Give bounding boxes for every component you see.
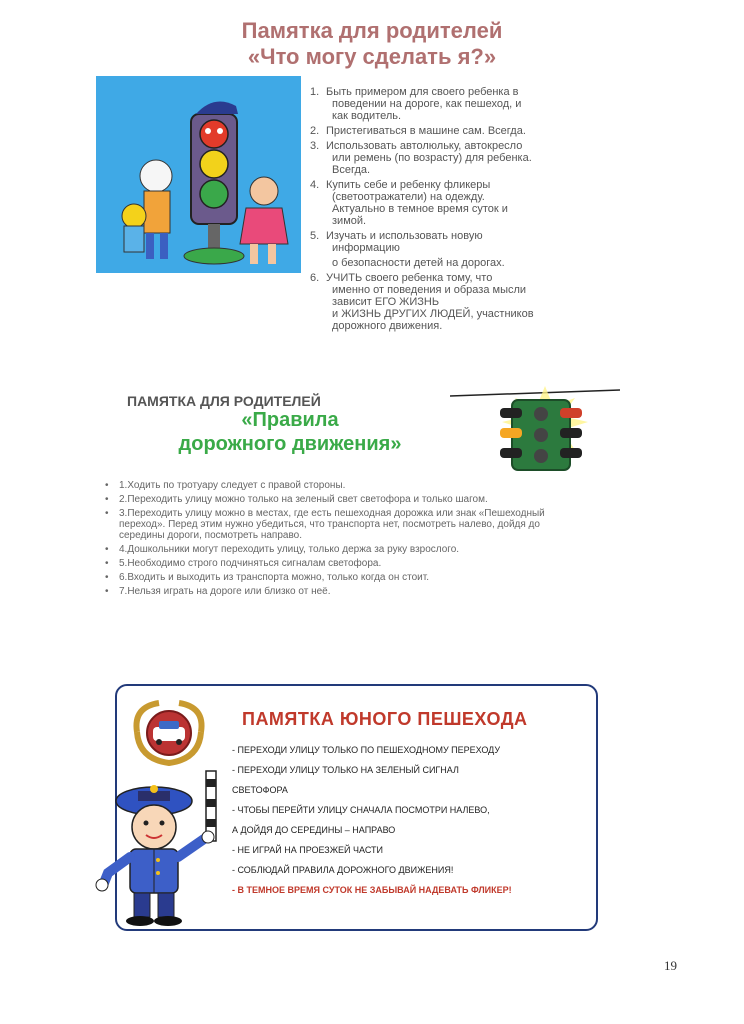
section1-item-line: зимой. xyxy=(332,215,367,227)
section1-item-line: именно от поведения и образа мысли xyxy=(332,284,527,296)
section1-item-line: поведении на дороге, как пешеход, и xyxy=(332,98,522,110)
section3-list-item: - ЧТОБЫ ПЕРЕЙТИ УЛИЦУ СНАЧАЛА ПОСМОТРИ НАЛЕВО, xyxy=(232,805,490,815)
section2-heading: ПАМЯТКА ДЛЯ РОДИТЕЛЕЙ xyxy=(127,393,321,409)
section1-list xyxy=(310,86,640,335)
section1-item-number: 5. xyxy=(310,230,320,242)
section1-item-line: Купить себе и ребенку фликеры xyxy=(326,179,491,191)
section3-list-item: - ПЕРЕХОДИ УЛИЦУ ТОЛЬКО НА ЗЕЛЕНЫЙ СИГНАЛ xyxy=(232,765,459,775)
section2-title-line1: «Правила xyxy=(241,409,339,431)
section1-item-line: дорожного движения. xyxy=(332,320,443,332)
section2-list-item: • 5.Необходимо строго подчиняться сигналам светофора. xyxy=(105,558,545,569)
section1-list-item xyxy=(310,179,640,227)
section2-title-line2: дорожного движения» xyxy=(178,433,402,455)
section1-item-line: информацию xyxy=(332,242,400,254)
section3-list-item: - В ТЕМНОЕ ВРЕМЯ СУТОК НЕ ЗАБЫВАЙ НАДЕВАТЬ ФЛИКЕР! xyxy=(232,885,512,895)
section3-title: ПАМЯТКА ЮНОГО ПЕШЕХОДА xyxy=(242,709,528,729)
section1-item-number: 2. xyxy=(310,125,320,137)
section3-list-item: - ПЕРЕХОДИ УЛИЦУ ТОЛЬКО ПО ПЕШЕХОДНОМУ ПЕРЕХОДУ xyxy=(232,745,501,755)
section2-list-item: • 3.Переходить улицу можно в местах, где есть пешеходная дорожка или знак «Пешеходный переход». Перед этим нужно убедиться, что транспорта нет, посмотреть налево, дойдя до середины дороги, посмотреть направо. xyxy=(105,508,545,541)
section1-item-line: УЧИТЬ своего ребенка тому, что xyxy=(326,272,493,284)
section1-item-line: Пристегиваться в машине сам. Всегда. xyxy=(326,125,526,137)
section1-title xyxy=(0,18,744,70)
section2-list-item: • 1.Ходить по тротуару следует с правой стороны. xyxy=(105,480,545,491)
section1-item-line: зависит ЕГО ЖИЗНЬ xyxy=(332,296,440,308)
traffic-light-cartoon-icon xyxy=(96,76,301,273)
section1-title-line2: «Что могу сделать я?» xyxy=(247,44,497,69)
section1-list-item xyxy=(310,140,640,176)
section1-item-line: Актуально в темное время суток и xyxy=(332,203,508,215)
section2-list-item: • 7.Нельзя играть на дороге или близко от неё. xyxy=(105,586,545,597)
traffic-police-emblem-icon xyxy=(129,697,209,767)
section1-item-line: и ЖИЗНЬ ДРУГИХ ЛЮДЕЙ, участников xyxy=(332,308,534,320)
section1-list-item xyxy=(310,125,640,137)
section1-list-item xyxy=(310,257,640,269)
section3-list-item: СВЕТОФОРА xyxy=(232,785,288,795)
section1-item-line: о безопасности детей на дорогах. xyxy=(332,257,505,269)
section2-list xyxy=(105,480,545,600)
traffic-police-boy-icon xyxy=(94,765,234,928)
section1-item-line: Быть примером для своего ребенка в xyxy=(326,86,519,98)
section1-item-line: как водитель. xyxy=(332,110,402,122)
section2-title xyxy=(120,408,460,456)
section1-list-item xyxy=(310,272,640,332)
section3-list-item: - НЕ ИГРАЙ НА ПРОЕЗЖЕЙ ЧАСТИ xyxy=(232,845,383,855)
section1-item-line: Использовать автолюльку, автокресло xyxy=(326,140,523,152)
section1-list-item xyxy=(310,86,640,122)
section1-item-number: 4. xyxy=(310,179,320,191)
section1-item-line: Изучать и использовать новую xyxy=(326,230,483,242)
section1-item-number: 3. xyxy=(310,140,320,152)
section1-item-number: 6. xyxy=(310,272,320,284)
section1-item-line: Всегда. xyxy=(332,164,371,176)
section1-item-line: (светоотражатели) на одежду. xyxy=(332,191,485,203)
section2-list-item: • 6.Входить и выходить из транспорта можно, только когда он стоит. xyxy=(105,572,545,583)
section3-list xyxy=(232,745,512,905)
traffic-light-icon xyxy=(450,378,620,488)
section3-list-item: - СОБЛЮДАЙ ПРАВИЛА ДОРОЖНОГО ДВИЖЕНИЯ! xyxy=(232,865,454,875)
page-number: 19 xyxy=(664,958,677,973)
section2-list-item: • 2.Переходить улицу можно только на зеленый свет светофора и только шагом. xyxy=(105,494,545,505)
section1-title-line1: Памятка для родителей xyxy=(241,18,503,43)
section2-list-item: • 4.Дошкольники могут переходить улицу, только держа за руку взрослого. xyxy=(105,544,545,555)
section1-list-item xyxy=(310,230,640,254)
section1-item-number: 1. xyxy=(310,86,320,98)
section1-item-line: или ремень (по возрасту) для ребенка. xyxy=(332,152,532,164)
section3-list-item: А ДОЙДЯ ДО СЕРЕДИНЫ – НАПРАВО xyxy=(232,825,396,835)
